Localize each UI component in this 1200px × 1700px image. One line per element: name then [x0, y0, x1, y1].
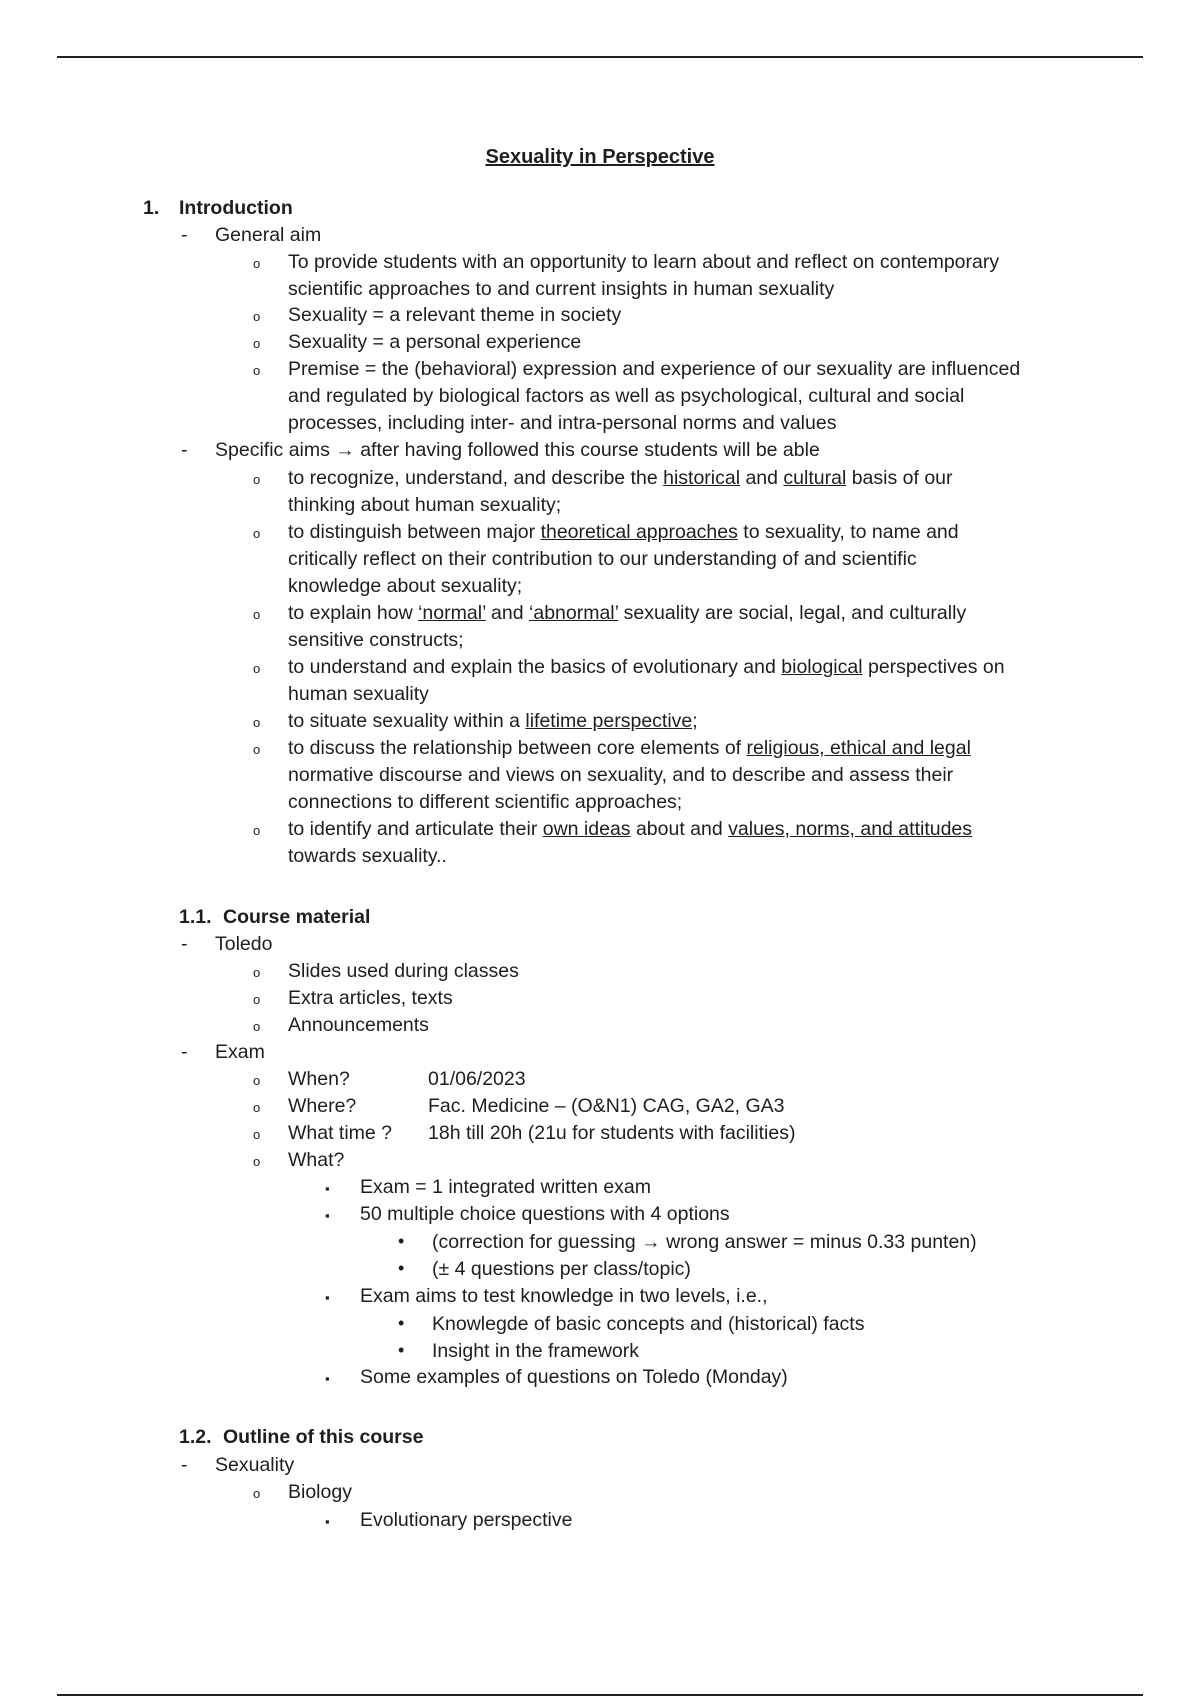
circle-bullet-icon: o [253, 742, 261, 757]
list-item-continuation: thinking about human sexuality; [288, 494, 562, 516]
list-item: to distinguish between major theoretical approaches to sexuality, to name and [288, 521, 959, 543]
exam-value: 01/06/2023 [428, 1068, 526, 1090]
circle-bullet-icon: o [253, 607, 261, 622]
list-item-continuation: sensitive constructs; [288, 629, 464, 651]
circle-bullet-icon: o [253, 472, 261, 487]
subsection-number: 1.1. [179, 906, 212, 928]
list-item-continuation: connections to different scientific approaches; [288, 791, 683, 813]
circle-bullet-icon: o [253, 823, 261, 838]
list-item: to discuss the relationship between core elements of religious, ethical and legal [288, 737, 971, 759]
page-title: Sexuality in Perspective [485, 146, 715, 168]
dot-bullet-icon: • [398, 1340, 405, 1360]
dot-bullet-icon: • [398, 1313, 405, 1333]
dash-bullet: - [181, 439, 188, 461]
list-item: Toledo [215, 933, 273, 955]
list-item-continuation: knowledge about sexuality; [288, 575, 523, 597]
exam-label: What? [288, 1149, 345, 1171]
circle-bullet-icon: o [253, 1486, 261, 1501]
square-bullet-icon: ▪ [325, 1208, 330, 1223]
square-bullet-icon: ▪ [325, 1371, 330, 1386]
list-item: Sexuality = a relevant theme in society [288, 304, 622, 326]
subsection-number: 1.2. [179, 1426, 212, 1448]
circle-bullet-icon: o [253, 1127, 261, 1142]
list-item-continuation: towards sexuality.. [288, 845, 447, 867]
footer-rule [57, 1694, 1143, 1696]
list-item-continuation: critically reflect on their contribution to our understanding of and scientific [288, 548, 917, 570]
list-item: Specific aims → after having followed this course students will be able [215, 439, 820, 461]
exam-label: Where? [288, 1095, 357, 1117]
list-item-continuation: normative discourse and views on sexuality, and to describe and assess their [288, 764, 954, 786]
list-item: General aim [215, 224, 322, 246]
exam-value: 18h till 20h (21u for students with facilities) [428, 1122, 796, 1144]
list-item: Premise = the (behavioral) expression and experience of our sexuality are influenced [288, 358, 1021, 380]
circle-bullet-icon: o [253, 526, 261, 541]
list-item: to explain how ‘normal’ and ‘abnormal’ sexuality are social, legal, and culturally [288, 602, 967, 624]
list-item: Exam aims to test knowledge in two levels, i.e., [360, 1285, 768, 1307]
circle-bullet-icon: o [253, 363, 261, 378]
list-item: to understand and explain the basics of evolutionary and biological perspectives on [288, 656, 1005, 678]
circle-bullet-icon: o [253, 256, 261, 271]
dash-bullet: - [181, 224, 188, 246]
dash-bullet: - [181, 1454, 188, 1476]
list-item: Some examples of questions on Toledo (Monday) [360, 1366, 788, 1388]
dot-bullet-icon: • [398, 1258, 405, 1278]
list-item-continuation: human sexuality [288, 683, 429, 705]
header-rule [57, 56, 1143, 58]
list-item: Knowlegde of basic concepts and (historical) facts [432, 1313, 865, 1335]
circle-bullet-icon: o [253, 1154, 261, 1169]
circle-bullet-icon: o [253, 992, 261, 1007]
section-heading: Introduction [179, 197, 293, 219]
circle-bullet-icon: o [253, 336, 261, 351]
circle-bullet-icon: o [253, 1019, 261, 1034]
circle-bullet-icon: o [253, 1100, 261, 1115]
list-item: Exam [215, 1041, 265, 1063]
list-item: Announcements [288, 1014, 429, 1036]
list-item: to recognize, understand, and describe the historical and cultural basis of our [288, 467, 953, 489]
list-item: (± 4 questions per class/topic) [432, 1258, 691, 1280]
square-bullet-icon: ▪ [325, 1514, 330, 1529]
dot-bullet-icon: • [398, 1231, 405, 1251]
circle-bullet-icon: o [253, 715, 261, 730]
circle-bullet-icon: o [253, 965, 261, 980]
list-item-continuation: processes, including inter- and intra-personal norms and values [288, 412, 837, 434]
list-item: Sexuality = a personal experience [288, 331, 582, 353]
dash-bullet: - [181, 933, 188, 955]
exam-value: Fac. Medicine – (O&N1) CAG, GA2, GA3 [428, 1095, 785, 1117]
section-number: 1. [143, 197, 160, 219]
subsection-heading: Outline of this course [223, 1426, 424, 1448]
square-bullet-icon: ▪ [325, 1181, 330, 1196]
exam-label: When? [288, 1068, 350, 1090]
list-item: Evolutionary perspective [360, 1509, 573, 1531]
list-item: Insight in the framework [432, 1340, 640, 1362]
circle-bullet-icon: o [253, 309, 261, 324]
list-item: to identify and articulate their own ideas about and values, norms, and attitudes [288, 818, 973, 840]
list-item: Extra articles, texts [288, 987, 453, 1009]
list-item: (correction for guessing → wrong answer = minus 0.33 punten) [432, 1231, 977, 1253]
circle-bullet-icon: o [253, 661, 261, 676]
circle-bullet-icon: o [253, 1073, 261, 1088]
list-item: 50 multiple choice questions with 4 options [360, 1203, 730, 1225]
list-item: Slides used during classes [288, 960, 519, 982]
list-item: Biology [288, 1481, 352, 1503]
list-item: Sexuality [215, 1454, 295, 1476]
list-item: Exam = 1 integrated written exam [360, 1176, 652, 1198]
list-item: To provide students with an opportunity to learn about and reflect on contemporary [288, 251, 1000, 273]
list-item-continuation: scientific approaches to and current insights in human sexuality [288, 278, 835, 300]
list-item: to situate sexuality within a lifetime perspective; [288, 710, 698, 732]
dash-bullet: - [181, 1041, 188, 1063]
square-bullet-icon: ▪ [325, 1290, 330, 1305]
subsection-heading: Course material [223, 906, 371, 928]
list-item-continuation: and regulated by biological factors as well as psychological, cultural and social [288, 385, 965, 407]
exam-label: What time ? [288, 1122, 393, 1144]
